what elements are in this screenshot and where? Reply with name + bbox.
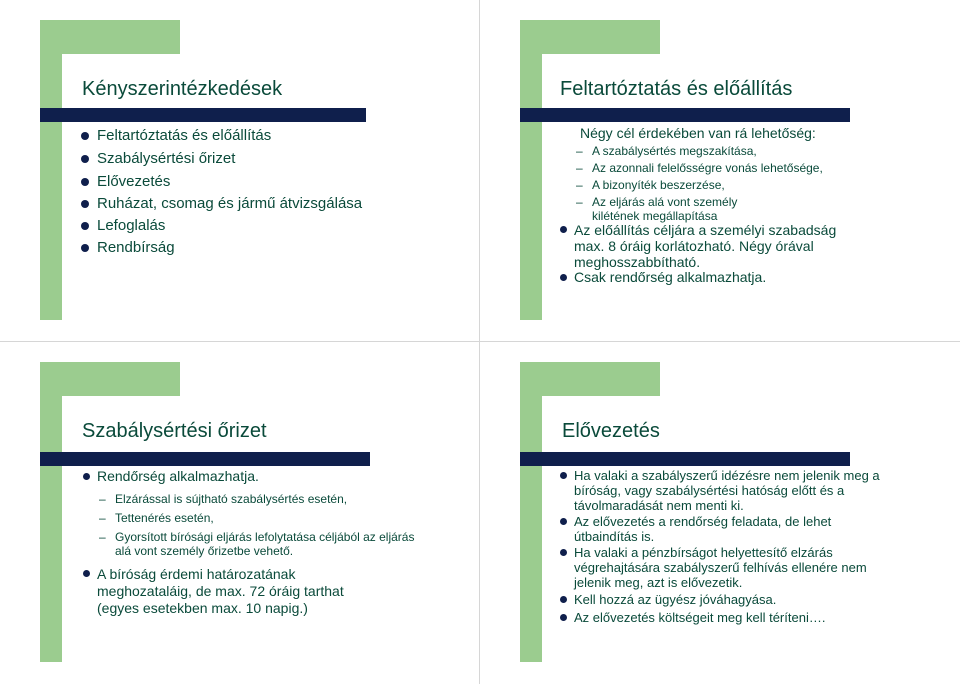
green-accent-bar: [40, 362, 62, 662]
slide-feltartoztatas: [480, 0, 960, 342]
navy-accent-bar: [520, 108, 850, 122]
sub-item: – Az azonnali felelősségre vonás lehetősége,: [592, 161, 823, 175]
intro-text: Négy cél érdekében van rá lehetőség:: [580, 125, 816, 141]
list-item: A bíróság érdemi határozatának meghozataláig, de max. 72 óráig tarthat (egyes esetekben max. 10 napig.): [97, 566, 382, 617]
green-accent-bar: [40, 20, 62, 320]
green-accent-bar: [40, 20, 180, 54]
navy-accent-bar: [40, 452, 370, 466]
list-item: Csak rendőrség alkalmazhatja.: [574, 269, 767, 285]
list-item: Szabálysértési őrizet: [97, 150, 236, 167]
list-item: Lefoglalás: [97, 217, 166, 234]
slide-elovezetes: [480, 342, 960, 684]
slide-kenyszerintezkedesek: [0, 0, 480, 342]
sub-item: – A szabálysértés megszakítása,: [592, 144, 757, 158]
list-item: Rendbírság: [97, 239, 175, 256]
list-item: Kell hozzá az ügyész jóváhagyása.: [574, 592, 777, 607]
sub-item: – Gyorsított bírósági eljárás lefolytatása céljából az eljárás alá vont személy őrizetbe vehető.: [115, 530, 415, 558]
green-accent-bar: [40, 362, 180, 396]
slide-title: Szabálysértési őrizet: [82, 420, 267, 442]
green-accent-bar: [520, 20, 542, 320]
list-item: Elővezetés: [97, 173, 171, 190]
list-item: Rendőrség alkalmazhatja.: [97, 468, 259, 484]
green-accent-bar: [520, 362, 542, 662]
sub-item: – A bizonyíték beszerzése,: [592, 178, 725, 192]
green-accent-bar: [520, 362, 660, 396]
slide-title: Elővezetés: [562, 420, 660, 442]
list-item: Az elővezetés a rendőrség feladata, de lehet útbaindítás is.: [574, 514, 854, 544]
list-item: Ha valaki a pénzbírságot helyettesítő elzárás végrehajtására szabályszerű felhívás ellenére nem jelenik meg, azt is elővezetik.: [574, 545, 884, 590]
list-item: Ruházat, csomag és jármű átvizsgálása: [97, 195, 363, 212]
list-item: Ha valaki a szabályszerű idézésre nem jelenik meg a bíróság, vagy szabálysértési hatóság előtt és a távolmaradását nem menti ki.: [574, 468, 884, 513]
slide-title: Kényszerintézkedések: [82, 78, 283, 100]
list-item: Az előállítás céljára a személyi szabadság max. 8 óráig korlátozható. Négy órával meghosszabbítható.: [574, 222, 864, 270]
list-item: Az elővezetés költségeit meg kell téríteni….: [574, 610, 826, 625]
sub-item: – Az eljárás alá vont személy kilétének megállapítása: [592, 195, 782, 223]
navy-accent-bar: [40, 108, 366, 122]
navy-accent-bar: [520, 452, 850, 466]
slide-title: Feltartóztatás és előállítás: [560, 78, 793, 100]
slide-szabalysertesi-orizet: [0, 342, 480, 684]
sub-item: – Tettenérés esetén,: [115, 511, 214, 525]
list-item: Feltartóztatás és előállítás: [97, 127, 272, 144]
green-accent-bar: [520, 20, 660, 54]
sub-item: – Elzárással is sújtható szabálysértés esetén,: [115, 492, 347, 506]
